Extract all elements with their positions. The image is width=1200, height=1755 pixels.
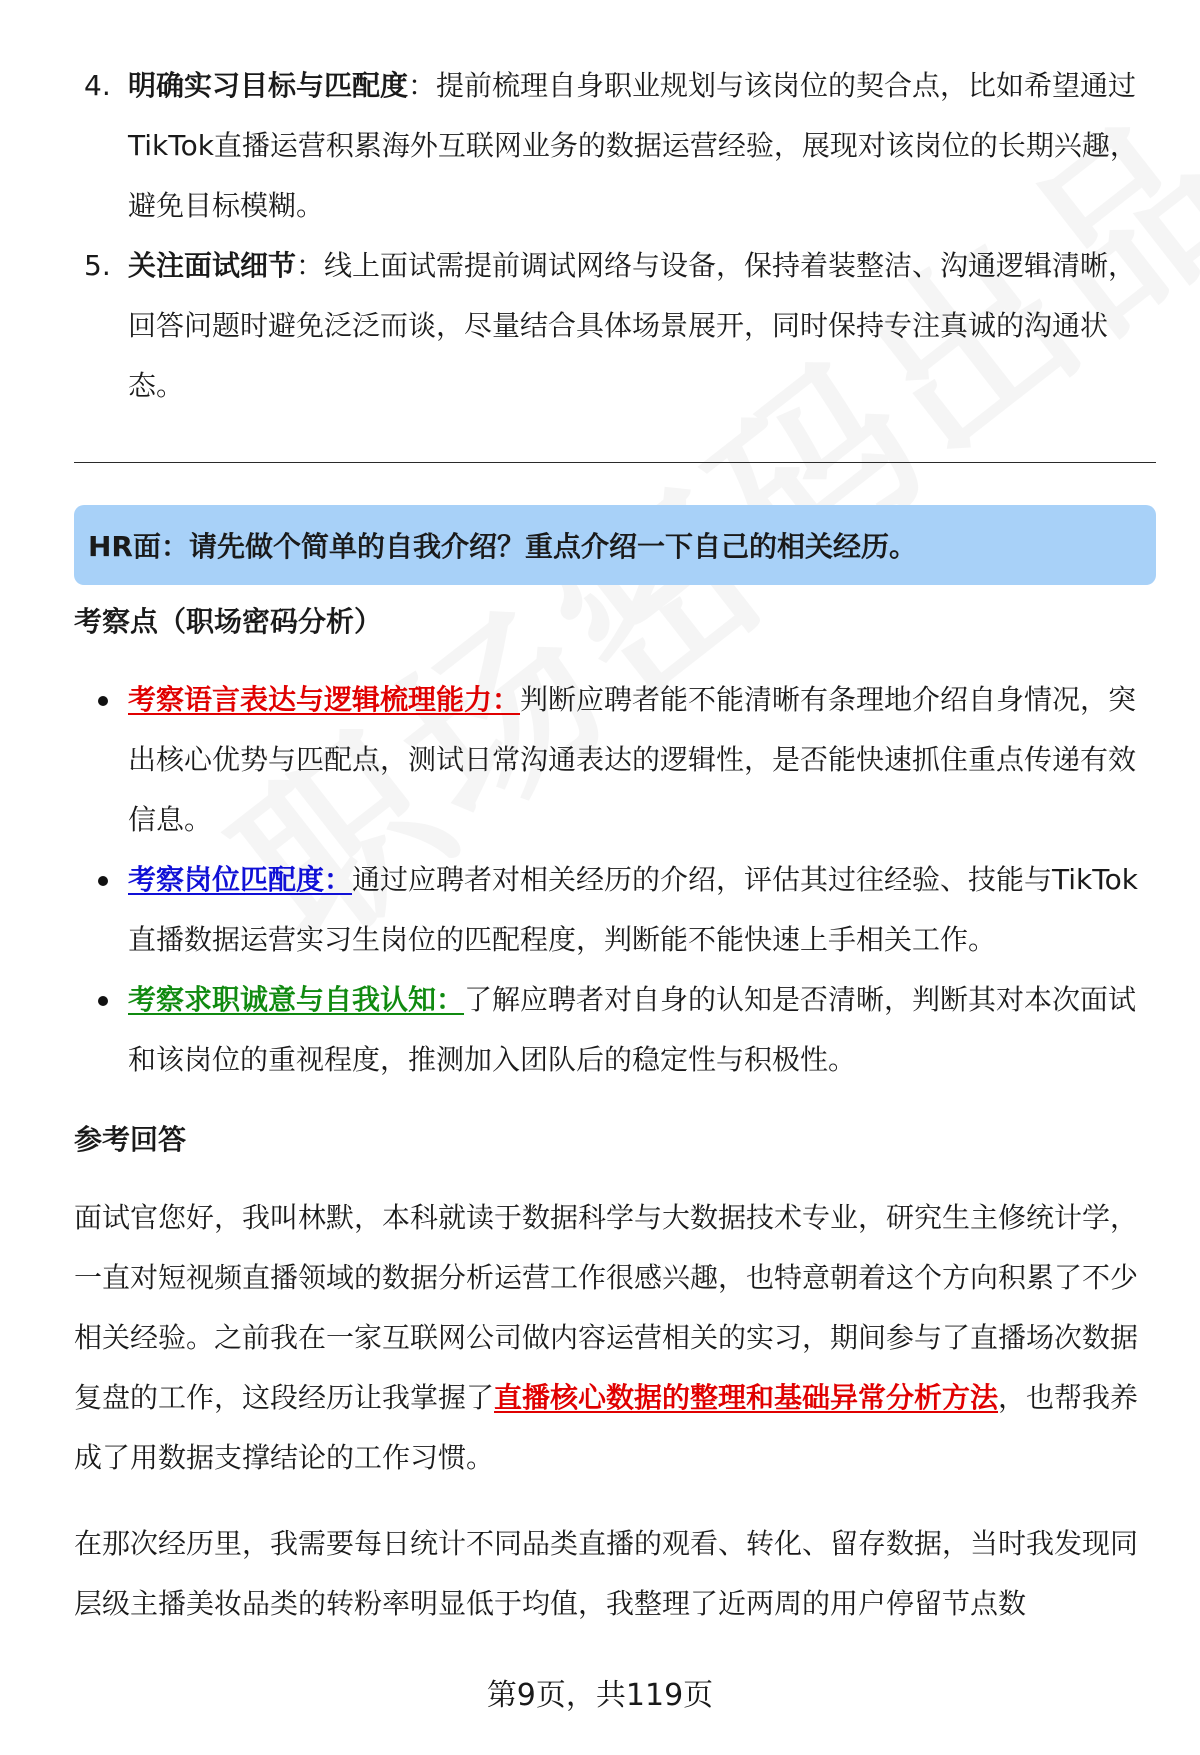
analysis-text: 通过应聘者对相关经历的介绍，评估其过往经验、技能与TikTok直播数据运营实习生岗位的匹配程度，判断能不能快速上手相关工作。 bbox=[128, 863, 1138, 956]
list-item-text: 提前梳理自身职业规划与该岗位的契合点，比如希望通过TikTok直播运营积累海外互联网业务的数据运营经验，展现对该岗位的长期兴趣，避免目标模糊。 bbox=[128, 69, 1138, 222]
bullet-icon bbox=[98, 696, 108, 706]
bullet-icon bbox=[98, 996, 108, 1006]
analysis-label: 考察求职诚意与自我认知： bbox=[128, 983, 465, 1016]
answer-paragraph bbox=[74, 1188, 1156, 1488]
analysis-item bbox=[74, 670, 1156, 850]
answer-text: ，也帮我养成了用数据支撑结论的工作习惯。 bbox=[74, 1381, 1139, 1474]
list-item bbox=[74, 236, 1156, 416]
answer-text: 在那次经历里，我需要每日统计不同品类直播的观看、转化、留存数据，当时我发现同层级主播美妆品类的转粉率明显低于均值，我整理了近两周的用户停留节点数 bbox=[74, 1527, 1139, 1620]
analysis-label: 考察岗位匹配度： bbox=[128, 863, 353, 896]
tips-list bbox=[74, 56, 1156, 416]
list-number: 5. bbox=[84, 249, 111, 282]
answer-heading: 参考回答 bbox=[74, 1123, 187, 1156]
answer-emphasis: 直播核心数据的整理和基础异常分析方法 bbox=[494, 1381, 999, 1414]
question-text: HR面：请先做个简单的自我介绍？重点介绍一下自己的相关经历。 bbox=[88, 530, 917, 563]
answer-text: 面试官您好，我叫林默，本科就读于数据科学与大数据技术专业，研究生主修统计学，一直对短视频直播领域的数据分析运营工作很感兴趣，也特意朝着这个方向积累了不少相关经验。之前我在一家互联网公司做内容运营相关的实习，期间参与了直播场次数据复盘的工作，这段经历让我掌握了 bbox=[74, 1201, 1139, 1414]
list-item-separator: ： bbox=[408, 69, 437, 102]
bullet-icon bbox=[98, 876, 108, 886]
list-number: 4. bbox=[84, 69, 111, 102]
list-item-title: 明确实习目标与匹配度 bbox=[128, 69, 409, 102]
analysis-text: 判断应聘者能不能清晰有条理地介绍自身情况，突出核心优势与匹配点，测试日常沟通表达的逻辑性，是否能快速抓住重点传递有效信息。 bbox=[128, 683, 1137, 836]
list-item-text: 线上面试需提前调试网络与设备，保持着装整洁、沟通逻辑清晰，回答问题时避免泛泛而谈，尽量结合具体场景展开，同时保持专注真诚的沟通状态。 bbox=[128, 249, 1137, 402]
section-divider bbox=[74, 462, 1156, 463]
list-item-title: 关注面试细节 bbox=[128, 249, 297, 282]
question-box bbox=[74, 505, 1156, 585]
page-number: 第9页，共119页 bbox=[486, 1678, 714, 1713]
answer-paragraph bbox=[74, 1514, 1156, 1634]
analysis-list bbox=[74, 670, 1156, 1090]
list-item bbox=[74, 56, 1156, 236]
list-item-separator: ： bbox=[296, 249, 325, 282]
analysis-text: 了解应聘者对自身的认知是否清晰，判断其对本次面试和该岗位的重视程度，推测加入团队后的稳定性与积极性。 bbox=[128, 983, 1137, 1076]
analysis-item bbox=[74, 970, 1156, 1090]
analysis-item bbox=[74, 850, 1156, 970]
analysis-heading: 考察点（职场密码分析） bbox=[74, 605, 383, 638]
analysis-label: 考察语言表达与逻辑梳理能力： bbox=[128, 683, 521, 716]
